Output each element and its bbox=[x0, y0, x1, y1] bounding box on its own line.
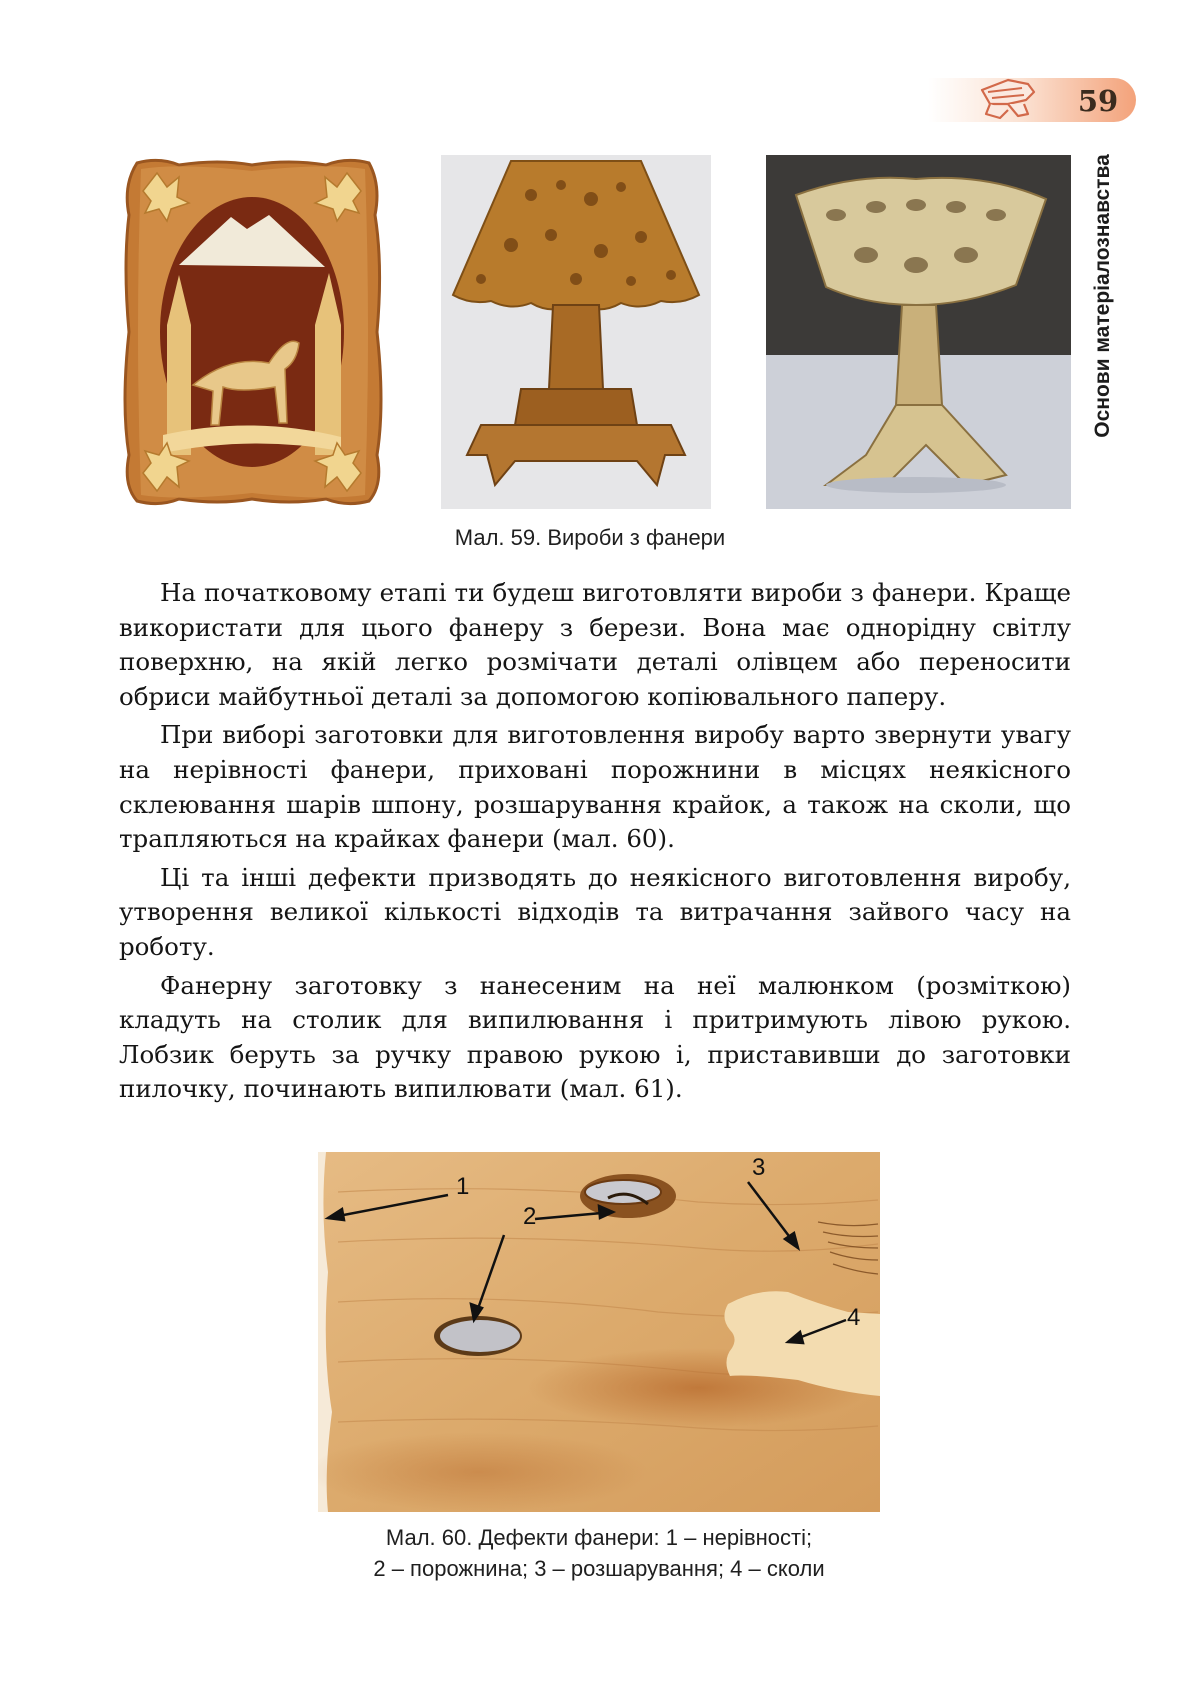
side-title-text: Основи матеріалознавства bbox=[1091, 154, 1114, 438]
figure-59-caption: Мал. 59. Вироби з фанери bbox=[454, 525, 726, 550]
paragraph: Фанерну заготовку з нанесеним на неї малюнком (розміткою) кладуть на столик для випилювання і притримують лівою рукою. Лобзик беруть за ручку правою рукою і, приставивши до заготовки пилочку, починають випилювати (мал. 61). bbox=[119, 970, 1071, 1104]
paragraph: На початковому етапі ти будеш виготовляти вироби з фанери. Краще використати для цього фанеру з берези. Вона має однорідну світлу поверхню, на якій легко розмічати деталі олівцем або переносити обриси майбутньої деталі за допомогою копіювального паперу. bbox=[119, 578, 1071, 711]
paragraph: При виборі заготовки для виготовлення виробу варто звернути увагу на нерівності фанери, приховані порожнини в місцях неякісного склеювання шарів шпону, розшарування крайок, а також на сколи, що трапляються на крайках фанери (мал. 60). bbox=[119, 720, 1071, 854]
defect-label-3: 3 bbox=[752, 1154, 766, 1181]
paragraph: Ці та інші дефекти призводять до неякісного виготовлення виробу, утворення великої кількості відходів та витрачання зайвого часу на роботу. bbox=[119, 862, 1071, 961]
body-text bbox=[119, 576, 1071, 1107]
hand-saw-icon bbox=[978, 70, 1038, 126]
page-number: 59 bbox=[1077, 84, 1119, 118]
deer-panel-photo bbox=[119, 155, 386, 509]
plywood-defects-photo bbox=[318, 1152, 880, 1512]
defect-label-1: 1 bbox=[456, 1173, 470, 1200]
defect-label-4: 4 bbox=[847, 1304, 861, 1331]
figure-60-caption-line1: Мал. 60. Дефекти фанери: 1 – нерівності; bbox=[385, 1525, 813, 1550]
table-lamp-photo bbox=[441, 155, 711, 509]
fruit-bowl-photo bbox=[766, 155, 1071, 509]
defect-label-2: 2 bbox=[523, 1203, 537, 1230]
figure-60-caption-line2: 2 – порожнина; 3 – розшарування; 4 – сколи bbox=[373, 1556, 825, 1581]
